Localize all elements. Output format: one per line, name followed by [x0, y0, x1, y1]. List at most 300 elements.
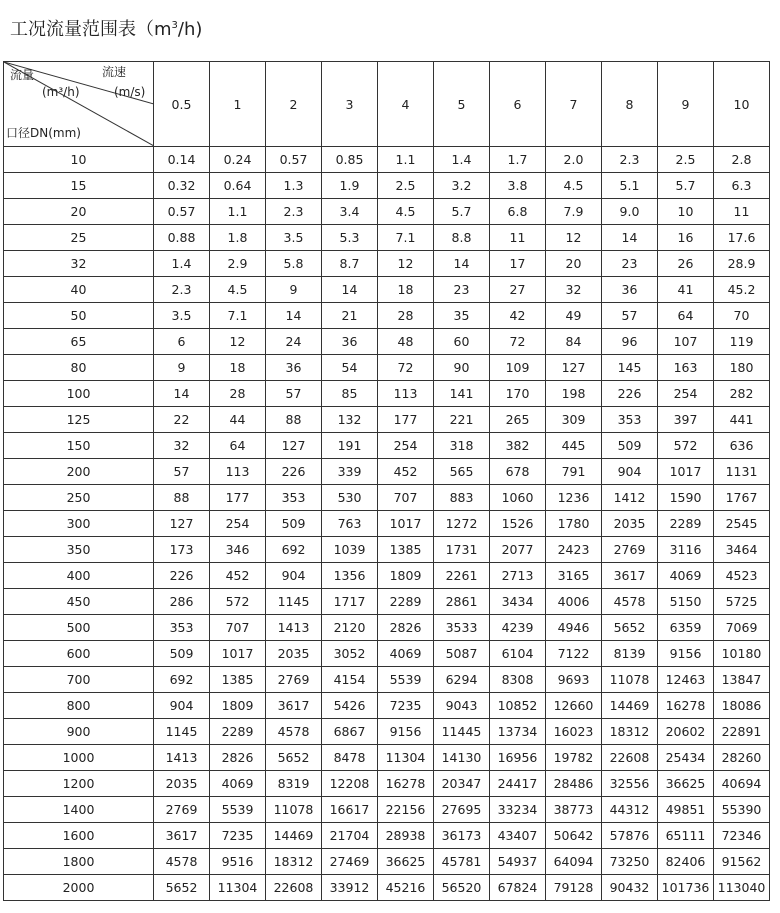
table-row	[4, 537, 770, 563]
flow-cell: 2261	[434, 563, 490, 589]
flow-cell: 48	[378, 329, 434, 355]
flow-cell: 14130	[434, 745, 490, 771]
flow-cell: 7069	[714, 615, 770, 641]
velocity-header-cell: 4	[378, 62, 434, 147]
flow-cell: 2826	[210, 745, 266, 771]
flow-cell: 9	[266, 277, 322, 303]
flow-cell: 5.7	[658, 173, 714, 199]
flow-cell: 13847	[714, 667, 770, 693]
flow-cell: 2.0	[546, 147, 602, 173]
flow-cell: 20	[546, 251, 602, 277]
flow-cell: 2545	[714, 511, 770, 537]
table-row	[4, 693, 770, 719]
flow-cell: 565	[434, 459, 490, 485]
flow-cell: 1385	[378, 537, 434, 563]
flow-cell: 57876	[602, 823, 658, 849]
velocity-header-cell: 7	[546, 62, 602, 147]
flow-cell: 3.5	[266, 225, 322, 251]
flow-cell: 1145	[154, 719, 210, 745]
flow-cell: 14	[266, 303, 322, 329]
flow-cell: 397	[658, 407, 714, 433]
flow-cell: 33912	[322, 875, 378, 901]
velocity-header-cell: 2	[266, 62, 322, 147]
flow-cell: 452	[210, 563, 266, 589]
flow-cell: 28260	[714, 745, 770, 771]
flow-cell: 904	[602, 459, 658, 485]
flow-cell: 226	[602, 381, 658, 407]
flow-cell: 7122	[546, 641, 602, 667]
flow-cell: 0.85	[322, 147, 378, 173]
flow-cell: 36	[602, 277, 658, 303]
page-title	[10, 8, 202, 44]
table-row	[4, 823, 770, 849]
flow-cell: 5.3	[322, 225, 378, 251]
flow-cell: 42	[490, 303, 546, 329]
flow-cell: 18086	[714, 693, 770, 719]
diameter-cell: 600	[4, 641, 154, 667]
flow-cell: 441	[714, 407, 770, 433]
table-row	[4, 459, 770, 485]
flow-cell: 198	[546, 381, 602, 407]
flow-cell: 65111	[658, 823, 714, 849]
flow-cell: 113	[378, 381, 434, 407]
flow-cell: 16956	[490, 745, 546, 771]
table-row	[4, 485, 770, 511]
flow-cell: 84	[546, 329, 602, 355]
velocity-header-cell: 9	[658, 62, 714, 147]
flow-cell: 16278	[378, 771, 434, 797]
flow-cell: 707	[210, 615, 266, 641]
flow-cell: 8308	[490, 667, 546, 693]
flow-cell: 4069	[378, 641, 434, 667]
flow-cell: 530	[322, 485, 378, 511]
flow-cell: 45216	[378, 875, 434, 901]
flow-unit-label: (m³/h)	[42, 85, 80, 99]
flow-cell: 11304	[378, 745, 434, 771]
flow-cell: 254	[658, 381, 714, 407]
flow-cell: 221	[434, 407, 490, 433]
diameter-cell: 450	[4, 589, 154, 615]
flow-cell: 509	[266, 511, 322, 537]
flow-cell: 2861	[434, 589, 490, 615]
flow-cell: 1.7	[490, 147, 546, 173]
flow-cell: 1.8	[210, 225, 266, 251]
flow-cell: 96	[602, 329, 658, 355]
flow-cell: 4523	[714, 563, 770, 589]
flow-cell: 7.9	[546, 199, 602, 225]
flow-cell: 445	[546, 433, 602, 459]
flow-cell: 27469	[322, 849, 378, 875]
flow-cell: 8478	[322, 745, 378, 771]
flow-cell: 36	[266, 355, 322, 381]
flow-cell: 4.5	[210, 277, 266, 303]
flow-cell: 3533	[434, 615, 490, 641]
flow-cell: 5.8	[266, 251, 322, 277]
flow-cell: 2769	[154, 797, 210, 823]
diameter-cell: 700	[4, 667, 154, 693]
flow-cell: 91562	[714, 849, 770, 875]
diameter-cell: 250	[4, 485, 154, 511]
flow-cell: 82406	[658, 849, 714, 875]
table-row	[4, 381, 770, 407]
table-row	[4, 251, 770, 277]
diameter-cell: 150	[4, 433, 154, 459]
flow-cell: 8.7	[322, 251, 378, 277]
flow-cell: 64	[210, 433, 266, 459]
flow-cell: 2289	[658, 511, 714, 537]
flow-cell: 5539	[378, 667, 434, 693]
flow-cell: 127	[546, 355, 602, 381]
table-row	[4, 745, 770, 771]
flow-cell: 1809	[378, 563, 434, 589]
speed-label: 流速	[102, 65, 127, 79]
flow-cell: 1526	[490, 511, 546, 537]
flow-cell: 28	[378, 303, 434, 329]
table-row	[4, 355, 770, 381]
flow-cell: 88	[266, 407, 322, 433]
flow-cell: 4578	[154, 849, 210, 875]
flow-cell: 2120	[322, 615, 378, 641]
flow-cell: 109	[490, 355, 546, 381]
flow-cell: 44312	[602, 797, 658, 823]
flow-cell: 2826	[378, 615, 434, 641]
flow-cell: 2769	[602, 537, 658, 563]
flow-range-table	[3, 61, 770, 901]
flow-cell: 73250	[602, 849, 658, 875]
flow-cell: 12	[378, 251, 434, 277]
flow-cell: 14	[154, 381, 210, 407]
flow-cell: 1131	[714, 459, 770, 485]
flow-cell: 6.3	[714, 173, 770, 199]
flow-cell: 636	[714, 433, 770, 459]
table-row	[4, 407, 770, 433]
flow-cell: 113	[210, 459, 266, 485]
flow-cell: 14	[434, 251, 490, 277]
table-row	[4, 277, 770, 303]
flow-cell: 7.1	[378, 225, 434, 251]
flow-cell: 177	[210, 485, 266, 511]
flow-cell: 44	[210, 407, 266, 433]
flow-cell: 5426	[322, 693, 378, 719]
flow-cell: 45781	[434, 849, 490, 875]
flow-cell: 8319	[266, 771, 322, 797]
flow-cell: 28938	[378, 823, 434, 849]
diameter-cell: 500	[4, 615, 154, 641]
velocity-header-cell: 1	[210, 62, 266, 147]
table-row	[4, 719, 770, 745]
flow-cell: 36	[322, 329, 378, 355]
flow-cell: 3434	[490, 589, 546, 615]
flow-cell: 107	[658, 329, 714, 355]
flow-cell: 2.8	[714, 147, 770, 173]
table-row	[4, 641, 770, 667]
flow-cell: 12660	[546, 693, 602, 719]
flow-cell: 28.9	[714, 251, 770, 277]
flow-cell: 0.57	[154, 199, 210, 225]
diameter-cell: 15	[4, 173, 154, 199]
flow-cell: 8139	[602, 641, 658, 667]
title-tail: /h)	[177, 19, 203, 40]
velocity-header-cell: 8	[602, 62, 658, 147]
table-row	[4, 563, 770, 589]
flow-cell: 170	[490, 381, 546, 407]
table-body	[4, 62, 770, 901]
flow-cell: 791	[546, 459, 602, 485]
flow-cell: 763	[322, 511, 378, 537]
flow-cell: 79128	[546, 875, 602, 901]
flow-cell: 309	[546, 407, 602, 433]
flow-cell: 13734	[490, 719, 546, 745]
flow-cell: 9043	[434, 693, 490, 719]
flow-cell: 191	[322, 433, 378, 459]
flow-cell: 3052	[322, 641, 378, 667]
flow-cell: 9156	[378, 719, 434, 745]
diameter-cell: 32	[4, 251, 154, 277]
flow-cell: 9693	[546, 667, 602, 693]
flow-cell: 2423	[546, 537, 602, 563]
flow-cell: 8.8	[434, 225, 490, 251]
flow-cell: 4.5	[546, 173, 602, 199]
flow-cell: 9516	[210, 849, 266, 875]
flow-cell: 1780	[546, 511, 602, 537]
flow-cell: 883	[434, 485, 490, 511]
flow-cell: 11445	[434, 719, 490, 745]
flow-cell: 678	[490, 459, 546, 485]
flow-cell: 1017	[378, 511, 434, 537]
flow-cell: 70	[714, 303, 770, 329]
flow-cell: 64094	[546, 849, 602, 875]
flow-cell: 85	[322, 381, 378, 407]
flow-cell: 452	[378, 459, 434, 485]
flow-cell: 2035	[266, 641, 322, 667]
table-row	[4, 589, 770, 615]
flow-cell: 4006	[546, 589, 602, 615]
flow-cell: 40694	[714, 771, 770, 797]
flow-cell: 3617	[602, 563, 658, 589]
flow-cell: 57	[602, 303, 658, 329]
flow-cell: 20602	[658, 719, 714, 745]
flow-cell: 20347	[434, 771, 490, 797]
velocity-header-cell: 10	[714, 62, 770, 147]
flow-cell: 0.14	[154, 147, 210, 173]
flow-cell: 23	[434, 277, 490, 303]
table-row	[4, 511, 770, 537]
flow-cell: 339	[322, 459, 378, 485]
flow-cell: 27	[490, 277, 546, 303]
diameter-cell: 400	[4, 563, 154, 589]
flow-cell: 141	[434, 381, 490, 407]
flow-cell: 353	[602, 407, 658, 433]
flow-cell: 254	[210, 511, 266, 537]
flow-cell: 5652	[266, 745, 322, 771]
table-row	[4, 615, 770, 641]
table-row	[4, 875, 770, 901]
flow-cell: 11	[714, 199, 770, 225]
flow-cell: 2769	[266, 667, 322, 693]
diameter-cell: 900	[4, 719, 154, 745]
flow-cell: 22156	[378, 797, 434, 823]
flow-cell: 22	[154, 407, 210, 433]
flow-cell: 72	[378, 355, 434, 381]
flow-cell: 1731	[434, 537, 490, 563]
flow-cell: 1.1	[378, 147, 434, 173]
velocity-header-cell: 0.5	[154, 62, 210, 147]
flow-cell: 36173	[434, 823, 490, 849]
flow-cell: 2035	[154, 771, 210, 797]
flow-cell: 3617	[154, 823, 210, 849]
flow-cell: 45.2	[714, 277, 770, 303]
flow-cell: 3.8	[490, 173, 546, 199]
flow-cell: 54	[322, 355, 378, 381]
flow-cell: 286	[154, 589, 210, 615]
flow-cell: 1809	[210, 693, 266, 719]
flow-cell: 904	[266, 563, 322, 589]
flow-cell: 16	[658, 225, 714, 251]
flow-cell: 1.1	[210, 199, 266, 225]
flow-cell: 1017	[658, 459, 714, 485]
flow-cell: 1.4	[154, 251, 210, 277]
flow-cell: 1039	[322, 537, 378, 563]
flow-cell: 1.4	[434, 147, 490, 173]
flow-cell: 6294	[434, 667, 490, 693]
flow-cell: 318	[434, 433, 490, 459]
flow-cell: 14469	[602, 693, 658, 719]
flow-cell: 21704	[322, 823, 378, 849]
flow-cell: 11304	[210, 875, 266, 901]
flow-cell: 12	[546, 225, 602, 251]
flow-cell: 6	[154, 329, 210, 355]
flow-cell: 3464	[714, 537, 770, 563]
flow-cell: 18	[378, 277, 434, 303]
table-row	[4, 173, 770, 199]
flow-cell: 18312	[602, 719, 658, 745]
velocity-header-cell: 5	[434, 62, 490, 147]
flow-cell: 72346	[714, 823, 770, 849]
flow-cell: 5150	[658, 589, 714, 615]
flow-cell: 12463	[658, 667, 714, 693]
flow-cell: 353	[154, 615, 210, 641]
flow-cell: 346	[210, 537, 266, 563]
flow-cell: 3617	[266, 693, 322, 719]
flow-cell: 2.9	[210, 251, 266, 277]
flow-cell: 173	[154, 537, 210, 563]
flow-cell: 10852	[490, 693, 546, 719]
flow-label: 流量	[10, 68, 35, 82]
flow-cell: 282	[714, 381, 770, 407]
flow-cell: 509	[602, 433, 658, 459]
flow-cell: 2.3	[602, 147, 658, 173]
velocity-header-cell: 6	[490, 62, 546, 147]
flow-cell: 12	[210, 329, 266, 355]
flow-cell: 49	[546, 303, 602, 329]
flow-cell: 54937	[490, 849, 546, 875]
diameter-cell: 300	[4, 511, 154, 537]
flow-cell: 0.24	[210, 147, 266, 173]
flow-cell: 180	[714, 355, 770, 381]
flow-cell: 226	[266, 459, 322, 485]
flow-cell: 60	[434, 329, 490, 355]
table-row	[4, 303, 770, 329]
diameter-cell: 350	[4, 537, 154, 563]
flow-cell: 6104	[490, 641, 546, 667]
table-row	[4, 199, 770, 225]
diameter-cell: 100	[4, 381, 154, 407]
flow-cell: 57	[266, 381, 322, 407]
flow-cell: 11078	[266, 797, 322, 823]
diameter-cell: 800	[4, 693, 154, 719]
flow-cell: 28	[210, 381, 266, 407]
flow-cell: 14469	[266, 823, 322, 849]
title-superscript: 3	[171, 20, 178, 31]
flow-cell: 32556	[602, 771, 658, 797]
flow-cell: 572	[658, 433, 714, 459]
flow-cell: 692	[154, 667, 210, 693]
flow-cell: 382	[490, 433, 546, 459]
flow-cell: 22608	[266, 875, 322, 901]
flow-cell: 1590	[658, 485, 714, 511]
flow-cell: 5087	[434, 641, 490, 667]
flow-cell: 1.9	[322, 173, 378, 199]
flow-cell: 1413	[266, 615, 322, 641]
flow-cell: 101736	[658, 875, 714, 901]
diameter-cell: 50	[4, 303, 154, 329]
table-row	[4, 849, 770, 875]
table-row	[4, 329, 770, 355]
diameter-cell: 20	[4, 199, 154, 225]
flow-cell: 90432	[602, 875, 658, 901]
flow-cell: 67824	[490, 875, 546, 901]
flow-cell: 4239	[490, 615, 546, 641]
flow-cell: 2.5	[378, 173, 434, 199]
flow-cell: 64	[658, 303, 714, 329]
flow-cell: 4946	[546, 615, 602, 641]
flow-cell: 17.6	[714, 225, 770, 251]
flow-cell: 57	[154, 459, 210, 485]
flow-cell: 10	[658, 199, 714, 225]
diameter-cell: 25	[4, 225, 154, 251]
flow-cell: 127	[154, 511, 210, 537]
flow-cell: 0.32	[154, 173, 210, 199]
flow-cell: 12208	[322, 771, 378, 797]
table-row	[4, 433, 770, 459]
diameter-cell: 40	[4, 277, 154, 303]
flow-cell: 32	[154, 433, 210, 459]
flow-cell: 6867	[322, 719, 378, 745]
diameter-cell: 1800	[4, 849, 154, 875]
flow-cell: 14	[602, 225, 658, 251]
flow-cell: 1272	[434, 511, 490, 537]
flow-cell: 4578	[266, 719, 322, 745]
flow-cell: 5652	[602, 615, 658, 641]
flow-cell: 2289	[210, 719, 266, 745]
flow-cell: 707	[378, 485, 434, 511]
flow-cell: 0.64	[210, 173, 266, 199]
flow-cell: 119	[714, 329, 770, 355]
flow-cell: 1412	[602, 485, 658, 511]
flow-cell: 3.5	[154, 303, 210, 329]
speed-unit-label: (m/s)	[114, 85, 146, 99]
flow-cell: 72	[490, 329, 546, 355]
flow-cell: 4154	[322, 667, 378, 693]
flow-cell: 1145	[266, 589, 322, 615]
table-row	[4, 147, 770, 173]
table-row	[4, 225, 770, 251]
table-row	[4, 667, 770, 693]
flow-cell: 18	[210, 355, 266, 381]
flow-cell: 16617	[322, 797, 378, 823]
flow-cell: 88	[154, 485, 210, 511]
diameter-cell: 1400	[4, 797, 154, 823]
